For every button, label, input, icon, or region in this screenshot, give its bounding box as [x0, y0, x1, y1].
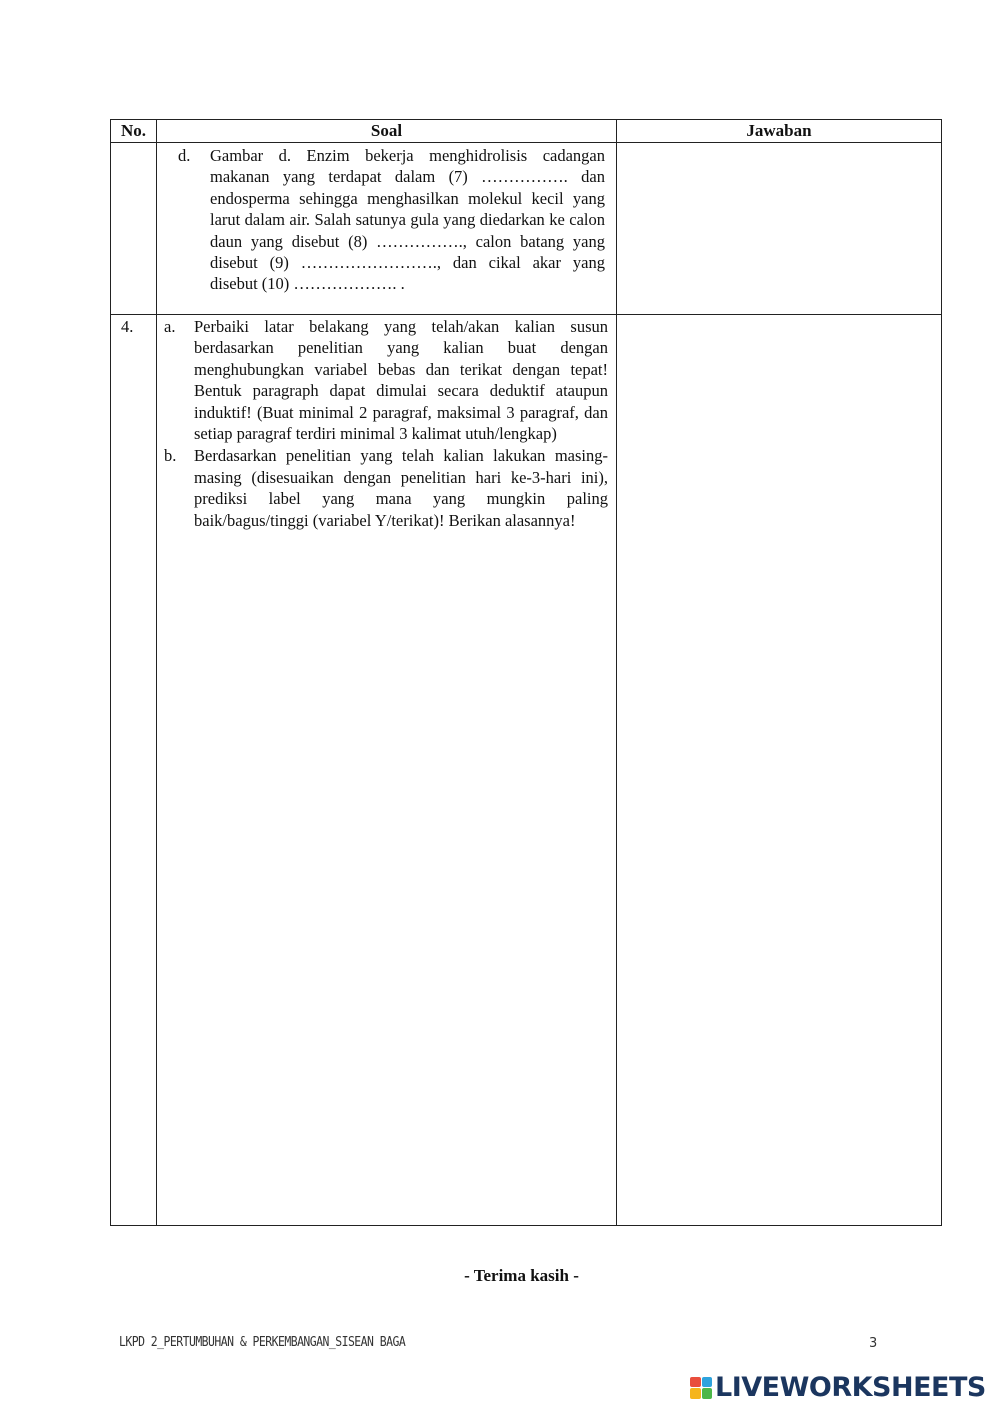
table-row	[111, 143, 942, 315]
header-no: No.	[111, 120, 157, 143]
no-cell-empty	[111, 143, 157, 315]
table-row	[111, 315, 942, 1226]
table-header-row	[111, 120, 942, 143]
closing-text: - Terima kasih -	[464, 1266, 579, 1285]
logo-square-i	[702, 1377, 713, 1388]
soal-cell	[157, 315, 617, 1226]
brand-name: LIVEWORKSHEETS	[715, 1372, 986, 1403]
logo-square-e	[702, 1388, 713, 1399]
logo-square-v	[690, 1388, 701, 1399]
question-text: Gambar d. Enzim bekerja menghidrolisis cadangan makanan yang terdapat dalam (7) ……………. dan endosperma sehingga menghasilkan molekul kecil yang larut dalam air. Salah satunya gula yang diedarkan ke calon daun yang disebut (8) ……………., calon batang yang disebut (9) ……………………., dan cikal akar yang disebut (10) ………………. .	[210, 146, 605, 294]
worksheet-table	[110, 119, 942, 1226]
liveworksheets-logo-icon	[690, 1377, 712, 1399]
answer-cell[interactable]	[617, 315, 942, 1226]
liveworksheets-brand[interactable]	[690, 1372, 986, 1403]
question-text: Perbaiki latar belakang yang telah/akan kalian susun berdasarkan penelitian yang kalian buat dengan menghubungkan variabel bebas dan terikat dengan tepat! Bentuk paragraph dapat dimulai secara deduktif ataupun induktif! (Buat minimal 2 paragraf, maksimal 3 paragraf, dan setiap paragraf terdiri minimal 3 kalimat utuh/lengkap)	[194, 317, 608, 444]
item-marker: d.	[178, 146, 191, 165]
question-text: Berdasarkan penelitian yang telah kalian lakukan masing-masing (disesuaikan dengan penelitian hari ke-3-hari ini), prediksi label yang mana yang mungkin paling baik/bagus/tinggi (variabel Y/terikat)! Berikan alasannya!	[194, 446, 608, 530]
item-marker: a.	[164, 317, 176, 336]
question-number: 4.	[111, 315, 157, 1226]
footer-doc-name: LKPD 2_PERTUMBUHAN & PERKEMBANGAN_SISEAN BAGA	[119, 1335, 406, 1350]
question-item-b	[157, 444, 616, 531]
question-item-a	[157, 315, 616, 444]
item-marker: b.	[164, 446, 177, 466]
logo-square-l	[690, 1377, 701, 1388]
header-soal: Soal	[157, 120, 617, 143]
soal-cell	[157, 143, 617, 315]
header-jawaban: Jawaban	[617, 120, 942, 143]
question-item-d	[157, 143, 616, 295]
page-number: 3	[869, 1336, 878, 1351]
answer-cell[interactable]	[617, 143, 942, 315]
